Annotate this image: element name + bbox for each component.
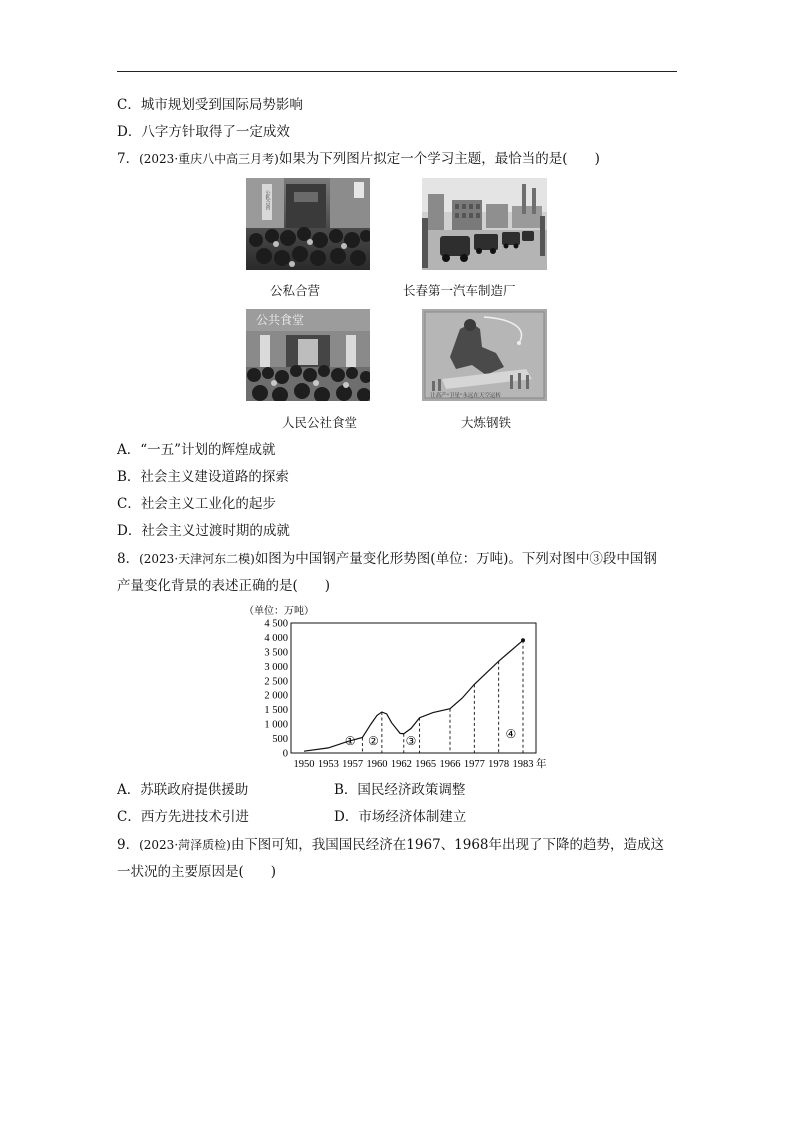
- photo-public-private-partnership: [246, 178, 370, 270]
- header-rule: [117, 71, 677, 72]
- q7-source: (2023·重庆八中高三月考): [139, 152, 279, 166]
- q8-number: 8．: [117, 551, 140, 567]
- y-tick-label: 2 500: [264, 676, 288, 688]
- chart-unit-label: （单位：万吨）: [244, 606, 314, 617]
- q8-option-c[interactable]: C．西方先进技术引进: [117, 809, 249, 825]
- caption-commune-canteen: 人民公社食堂: [282, 415, 358, 430]
- x-axis-suffix: 年: [536, 759, 547, 770]
- q8-option-d[interactable]: D．市场经济体制建立: [334, 809, 467, 825]
- x-tick-label: 1957: [342, 759, 364, 770]
- photo-1-sign: 公私合营: [264, 190, 270, 210]
- q8-stem-text: 如图为中国钢产量变化形势图(单位：万吨)。下列对图中③段中国钢: [254, 551, 657, 567]
- y-tick-label: 2 000: [264, 690, 288, 702]
- photo-changchun-faw: [422, 178, 547, 270]
- x-tick-label: 1983: [512, 759, 534, 770]
- y-tick-label: 4 000: [264, 632, 288, 644]
- q8-option-b[interactable]: B．国民经济政策调整: [334, 782, 466, 798]
- photo-3-sign: 公共食堂: [256, 313, 305, 327]
- q9-source: (2023·菏泽质检): [139, 838, 231, 852]
- x-tick-label: 1966: [439, 759, 461, 770]
- x-tick-label: 1978: [488, 759, 510, 770]
- segment-label: ④: [505, 727, 517, 742]
- q9-stem-line2: 一状况的主要原因是( ): [117, 864, 277, 880]
- segment-label: ②: [367, 733, 379, 748]
- q7-option-a[interactable]: A．“一五”计划的辉煌成就: [117, 442, 276, 458]
- steel-production-chart: [240, 600, 560, 775]
- q7-option-d[interactable]: D．社会主义过渡时期的成就: [117, 523, 290, 539]
- y-tick-label: 0: [282, 748, 288, 760]
- q7-number: 7．: [117, 151, 140, 167]
- q8-option-a[interactable]: A．苏联政府提供援助: [117, 782, 249, 798]
- q7-stem-text: 如果为下列图片拟定一个学习主题，最恰当的是( ): [278, 151, 600, 167]
- caption-steel-campaign: 大炼钢铁: [461, 415, 512, 430]
- caption-public-private: 公私合营: [270, 283, 321, 298]
- q7-option-b[interactable]: B．社会主义建设道路的探索: [117, 469, 289, 485]
- q8-stem-line1: [117, 550, 657, 568]
- steel-output-end-point: [521, 638, 525, 642]
- segment-label: ①: [344, 733, 356, 748]
- y-tick-label: 1 000: [264, 719, 288, 731]
- q8-source: (2023·天津河东二模): [139, 552, 255, 566]
- q7-stem: [117, 150, 600, 168]
- q6-option-c[interactable]: C．城市规划受到国际局势影响: [117, 97, 303, 113]
- x-tick-label: 1950: [293, 759, 315, 770]
- y-tick-label: 500: [272, 734, 288, 746]
- q9-stem-line1: [117, 836, 664, 854]
- photo-commune-canteen: [246, 309, 370, 401]
- q9-number: 9．: [117, 837, 140, 853]
- x-tick-label: 1953: [317, 759, 339, 770]
- segment-label: ③: [405, 733, 417, 748]
- y-tick-label: 1 500: [264, 705, 288, 717]
- q9-stem-text: 由下图可知，我国国民经济在1967、1968年出现了下降的趋势，造成这: [230, 837, 665, 853]
- x-tick-label: 1965: [415, 759, 437, 770]
- x-tick-label: 1977: [463, 759, 485, 770]
- photo-steel-campaign: [422, 309, 547, 401]
- q6-option-d[interactable]: D．八字方针取得了一定成效: [117, 124, 290, 140]
- y-tick-label: 4 500: [264, 618, 288, 630]
- x-tick-label: 1960: [366, 759, 388, 770]
- q7-option-c[interactable]: C．社会主义工业化的起步: [117, 496, 276, 512]
- q8-stem-line2: 产量变化背景的表述正确的是( ): [117, 578, 331, 594]
- caption-changchun-faw: 长春第一汽车制造厂: [403, 283, 516, 298]
- photo-4-slogan: 让高产“卫星”永远在天空运转: [430, 393, 501, 399]
- x-tick-label: 1962: [390, 759, 412, 770]
- y-tick-label: 3 000: [264, 661, 288, 673]
- y-tick-label: 3 500: [264, 647, 288, 659]
